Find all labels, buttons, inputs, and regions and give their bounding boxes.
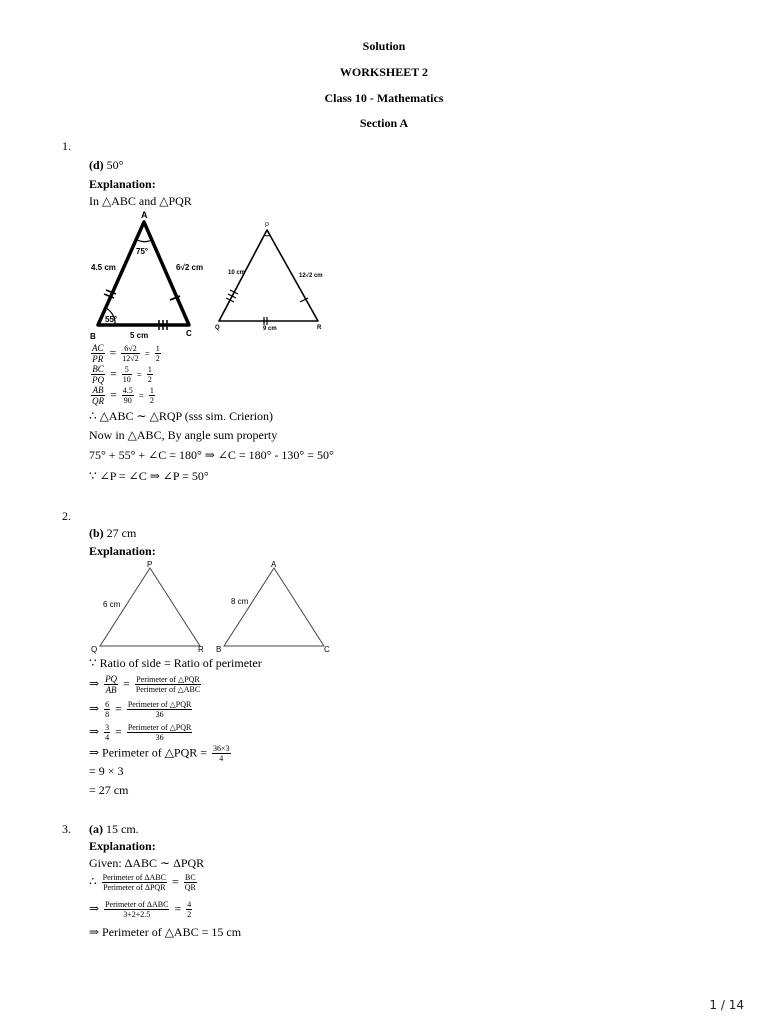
ratio-simplified-num: 1 [149, 386, 154, 395]
label-vertex-a: A [141, 210, 148, 220]
q1-triangles-figure [88, 210, 348, 342]
label-side-bc: 5 cm [130, 331, 149, 340]
q3-step-3: ⇒ Perimeter of △ABC = 15 cm [89, 925, 242, 939]
q1-option: (d) [89, 158, 104, 172]
therefore-symbol: ∴ [89, 874, 97, 889]
step-right-num: Perimeter of △PQR [127, 723, 192, 732]
q2-step-4 [89, 744, 233, 763]
step-left-num: 6 [105, 700, 110, 709]
label-vertex-c: C [324, 645, 330, 654]
implies-arrow: ⇒ [89, 724, 100, 739]
triangle-pqr [215, 223, 323, 332]
ratio-equals: = [136, 369, 142, 380]
step-left-den: Perimeter of ΔPQR [103, 883, 166, 892]
label-side-qr: 9 cm [263, 326, 277, 332]
step-right-num: 4 [187, 900, 192, 909]
label-vertex-c: C [186, 329, 192, 338]
q2-triangles-figure [88, 558, 338, 654]
doc-heading-worksheet: WORKSHEET 2 [339, 65, 429, 79]
ratio-value-num: 4.5 [122, 386, 133, 395]
step-right-den: Perimeter of △ABC [135, 685, 201, 694]
ratio-value-den: 12√2 [122, 354, 139, 363]
doc-heading-class: Class 10 - Mathematics [324, 91, 444, 105]
step-value-den: 4 [219, 754, 224, 763]
ratio-equals: = [110, 366, 117, 381]
step-right-den: 36 [155, 733, 164, 742]
ratio-equals: = [109, 345, 117, 360]
q1-answer [89, 158, 123, 173]
q3-explanation-label: Explanation: [89, 839, 156, 853]
label-vertex-r: R [198, 645, 204, 654]
q2-step-2: ⇒ $\frac{6}{8}$ = $\frac{\text{Perimeter of △PQR}}{36}$ [89, 700, 192, 719]
step-right-den: 36 [155, 710, 164, 719]
q2-step-3: ⇒ $\frac{3}{4}$ = $\frac{\text{Perimeter of △PQR}}{36}$ [89, 723, 192, 742]
ratio-value-den: 10 [122, 375, 131, 384]
ratio-value-num: 5 [122, 365, 132, 375]
q1-final-line: ∵ ∠P = ∠C ⇒ ∠P = 50° [89, 469, 209, 483]
q2-answer-value: 27 cm [106, 526, 137, 540]
label-side-pr: 12√2 cm [299, 273, 323, 279]
ratio-simplified-num: 1 [155, 344, 160, 353]
q1-ratio-ab-qr [89, 385, 157, 406]
ratio-left-num: AB [92, 385, 104, 395]
step-right-den: 2 [187, 910, 192, 919]
label-vertex-p: P [147, 560, 153, 569]
q1-number: 1. [62, 139, 71, 153]
ratio-simplified-den: 2 [147, 375, 152, 384]
q1-explanation-label: Explanation: [89, 177, 156, 191]
ratio-left-den: PQ [92, 375, 104, 385]
q2-explanation-label: Explanation: [89, 544, 156, 558]
q1-similarity-line: ∴ △ABC ∼ △RQP (sss sim. Crierion) [89, 409, 274, 423]
q3-number: 3. [62, 822, 71, 836]
ratio-value-num: 6√2 [121, 344, 139, 354]
q1-angle-sum-calc: 75° + 55° + ∠C = 180° ⇒ ∠C = 180° - 130° = 50° [89, 448, 334, 462]
q2-option: (b) [89, 526, 104, 540]
ratio-left-den: QR [92, 396, 104, 406]
triangle-abc [90, 210, 203, 341]
implies-arrow: ⇒ [89, 676, 100, 691]
label-vertex-r: R [317, 325, 322, 331]
step-right-den: QR [184, 883, 196, 892]
ratio-left-den: PR [92, 354, 104, 364]
label-vertex-p: P [265, 223, 270, 229]
step-right-num: Perimeter of △PQR [136, 675, 200, 684]
step-perimeter-text: ⇒ Perimeter of △PQR = [89, 745, 208, 760]
q3-given: Given: ΔABC ∼ ΔPQR [89, 856, 205, 870]
label-vertex-b: B [90, 332, 96, 341]
triangle-abc-large [216, 560, 330, 654]
label-side-pq: 6 cm [103, 600, 121, 609]
step-left-num: Perimeter of ΔABC [105, 900, 169, 909]
doc-heading-section: Section A [359, 116, 409, 130]
ratio-equals: = [110, 387, 117, 402]
ratio-simplified-num: 1 [147, 365, 152, 374]
label-side-ab: 8 cm [231, 597, 249, 606]
ratio-equals: = [138, 390, 144, 401]
step-left-den: 4 [105, 733, 110, 742]
ratio-left-num: AC [92, 343, 104, 353]
step-left-num: PQ [105, 674, 118, 684]
label-vertex-q: Q [215, 325, 220, 331]
label-vertex-a: A [271, 560, 277, 569]
q2-step-1: ⇒ $\frac{PQ}{AB}$ = $\frac{\text{Perimeter of △PQR}}{\text{Perimeter of △ABC}}$ [89, 674, 201, 695]
label-angle-b: 55° [105, 315, 118, 324]
q1-ratio-ac-pr [89, 343, 163, 364]
step-left-den: 8 [105, 710, 110, 719]
q3-step-2: ⇒ $\frac{\text{Perimeter of ΔABC}}{3+2+2.5}$ = $\frac{4}{2}$ [89, 900, 192, 919]
q1-answer-value: 50° [106, 158, 124, 172]
label-side-ac: 6√2 cm [176, 263, 204, 272]
step-right-num: BC [185, 873, 196, 882]
step-right-num: Perimeter of △PQR [127, 700, 192, 709]
page-indicator: 1 / 14 [709, 998, 744, 1012]
doc-heading-solution: Solution [362, 39, 406, 53]
ratio-value-den: 90 [123, 396, 132, 405]
label-angle-a: 75° [136, 247, 149, 256]
label-side-ab: 4.5 cm [91, 263, 116, 272]
ratio-left-num: BC [92, 364, 104, 374]
implies-arrow: ⇒ [89, 701, 100, 716]
q3-option: (a) [89, 822, 103, 836]
ratio-equals: = [144, 348, 150, 359]
implies-arrow: ⇒ [89, 901, 100, 916]
triangle-pqr-small [91, 560, 204, 654]
q2-answer [89, 526, 136, 541]
q2-number: 2. [62, 509, 71, 523]
label-vertex-b: B [216, 645, 222, 654]
q1-angle-sum-intro: Now in △ABC, By angle sum property [89, 428, 278, 442]
step-left-num: 3 [105, 723, 110, 732]
step-value-num: 36×3 [213, 744, 230, 753]
step-left-num: Perimeter of ΔABC [102, 873, 166, 882]
q2-ratio-statement: ∵ Ratio of side = Ratio of perimeter [89, 656, 262, 670]
q3-answer [89, 822, 139, 837]
step-left-den: AB [105, 685, 117, 695]
ratio-simplified-den: 2 [155, 354, 160, 363]
q2-step-6: = 27 cm [89, 783, 129, 797]
label-vertex-q: Q [91, 645, 98, 654]
q3-step-1: ∴ $\frac{\text{Perimeter of ΔABC}}{\text{Perimeter of ΔPQR}}$ = $\frac{BC}{QR}$ [89, 873, 196, 892]
q1-intro: In △ABC and △PQR [89, 194, 192, 208]
step-left-den: 3+2+2.5 [123, 910, 151, 919]
ratio-simplified-den: 2 [149, 396, 154, 405]
q3-answer-value: 15 cm. [106, 822, 139, 836]
q1-ratio-bc-pq [89, 364, 155, 385]
q2-step-5: = 9 × 3 [89, 764, 124, 778]
label-side-pq: 10 cm [228, 270, 246, 276]
